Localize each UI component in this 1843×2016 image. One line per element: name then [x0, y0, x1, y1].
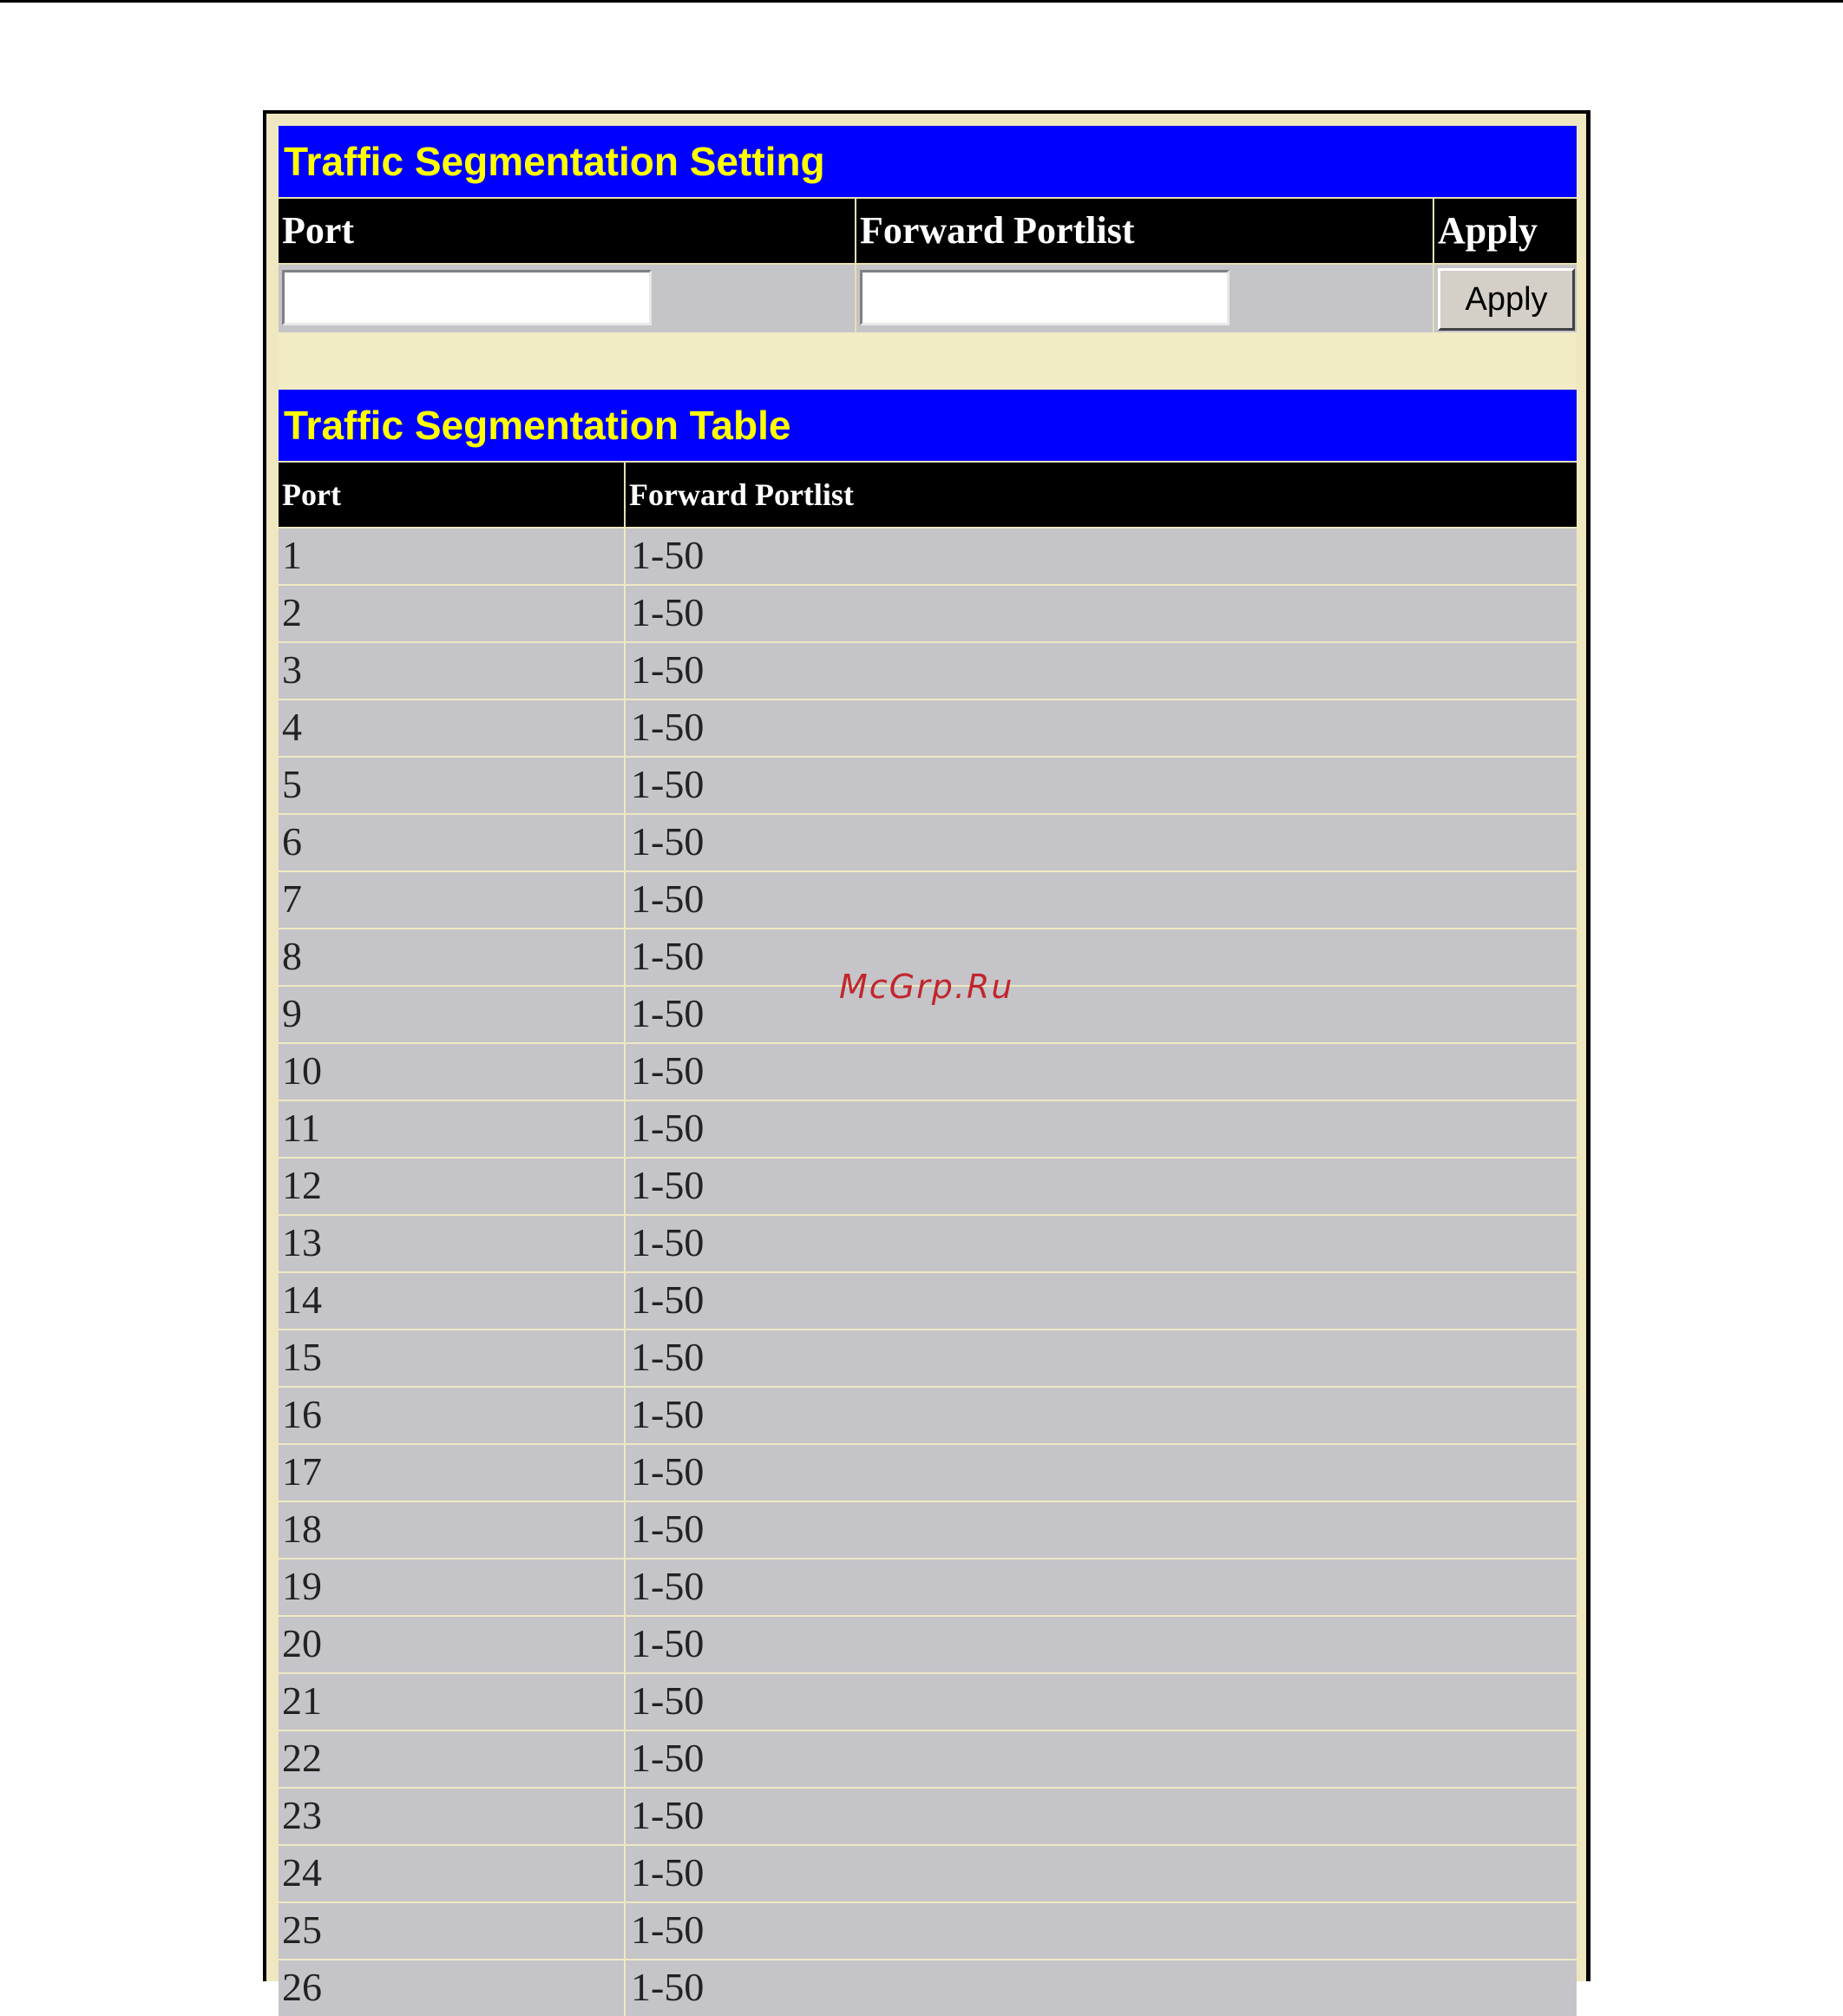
table-row: [279, 1271, 1577, 1329]
forward-portlist-cell: 1-50: [631, 1793, 705, 1837]
port-cell: 2: [279, 586, 626, 641]
page-top-rule: [0, 0, 1843, 3]
table-row: [279, 1901, 1577, 1959]
port-cell: 25: [279, 1903, 626, 1959]
port-cell: 24: [279, 1846, 626, 1901]
port-cell: 21: [279, 1674, 626, 1730]
table-row: [279, 1558, 1577, 1615]
apply-button[interactable]: Apply: [1438, 268, 1575, 331]
forward-portlist-input[interactable]: [860, 270, 1230, 325]
port-cell: 12: [279, 1159, 626, 1214]
table-row: [279, 584, 1577, 641]
port-cell: 17: [279, 1445, 626, 1501]
forward-portlist-cell: 1-50: [631, 1163, 705, 1207]
setting-header-port: Port: [279, 199, 856, 263]
forward-portlist-cell: 1-50: [631, 1335, 705, 1379]
port-cell: 3: [279, 643, 626, 699]
table-row: [279, 1386, 1577, 1443]
table-row: [279, 1787, 1577, 1844]
watermark: McGrp.Ru: [839, 968, 1014, 1006]
port-cell: 7: [279, 872, 626, 928]
forward-portlist-cell: 1-50: [631, 590, 705, 634]
table-row: [279, 1157, 1577, 1214]
apply-button-cell: [1434, 265, 1577, 332]
table-row: [279, 1214, 1577, 1271]
table-row: [279, 1672, 1577, 1730]
table-title: Traffic Segmentation Table: [279, 390, 1577, 461]
port-cell: 19: [279, 1560, 626, 1615]
forward-portlist-cell: 1-50: [631, 1048, 705, 1093]
forward-portlist-cell: 1-50: [631, 1678, 705, 1723]
setting-input-row: [279, 263, 1577, 332]
forward-portlist-cell: 1-50: [631, 1965, 705, 2009]
segmentation-table-body: [279, 527, 1577, 2016]
table-row: [279, 1615, 1577, 1672]
table-row: [279, 527, 1577, 584]
port-cell: 18: [279, 1502, 626, 1558]
forward-portlist-cell: 1-50: [631, 1908, 705, 1952]
table-row: [279, 870, 1577, 928]
forward-portlist-cell: 1-50: [631, 877, 705, 921]
forward-portlist-cell: 1-50: [631, 934, 705, 978]
forward-portlist-cell: 1-50: [631, 1507, 705, 1551]
port-cell: 20: [279, 1617, 626, 1672]
port-cell: 10: [279, 1044, 626, 1100]
port-cell: 9: [279, 987, 626, 1042]
traffic-segmentation-panel: [263, 110, 1590, 2009]
port-cell: 26: [279, 1960, 626, 2016]
table-row: [279, 1501, 1577, 1558]
panel-content: [279, 126, 1577, 2016]
port-cell: 6: [279, 815, 626, 870]
table-row: [279, 756, 1577, 813]
port-cell: 8: [279, 929, 626, 985]
forward-portlist-input-cell: [856, 265, 1434, 332]
table-row: [279, 641, 1577, 699]
port-cell: 11: [279, 1101, 626, 1157]
table-header-row: [279, 461, 1577, 527]
table-row: [279, 1730, 1577, 1787]
port-input[interactable]: [282, 270, 652, 325]
port-cell: 5: [279, 758, 626, 813]
forward-portlist-cell: 1-50: [631, 991, 705, 1035]
forward-portlist-cell: 1-50: [631, 1564, 705, 1608]
forward-portlist-cell: 1-50: [631, 1220, 705, 1264]
forward-portlist-cell: 1-50: [631, 1277, 705, 1322]
forward-portlist-cell: 1-50: [631, 1621, 705, 1665]
table-header-port: Port: [279, 463, 626, 527]
section-spacer: [279, 332, 1577, 390]
table-row: [279, 1042, 1577, 1100]
setting-title: Traffic Segmentation Setting: [279, 126, 1577, 197]
table-row: [279, 1443, 1577, 1501]
forward-portlist-cell: 1-50: [631, 647, 705, 692]
forward-portlist-cell: 1-50: [631, 819, 705, 864]
port-cell: 1: [279, 529, 626, 584]
port-cell: 15: [279, 1330, 626, 1386]
port-cell: 13: [279, 1216, 626, 1271]
port-cell: 22: [279, 1731, 626, 1787]
forward-portlist-cell: 1-50: [631, 1736, 705, 1780]
table-header-forward-portlist: Forward Portlist: [629, 477, 854, 512]
forward-portlist-cell: 1-50: [631, 1106, 705, 1150]
forward-portlist-cell: 1-50: [631, 533, 705, 577]
table-row: [279, 813, 1577, 870]
forward-portlist-cell: 1-50: [631, 1392, 705, 1436]
forward-portlist-cell: 1-50: [631, 1850, 705, 1895]
table-row: [279, 699, 1577, 756]
port-cell: 23: [279, 1789, 626, 1844]
setting-header-row: [279, 197, 1577, 263]
port-input-cell: [279, 265, 856, 332]
table-row: [279, 1959, 1577, 2016]
port-cell: 16: [279, 1388, 626, 1443]
port-cell: 4: [279, 700, 626, 756]
setting-header-apply: Apply: [1438, 209, 1538, 252]
table-row: [279, 1844, 1577, 1901]
setting-header-forward-portlist: Forward Portlist: [856, 199, 1434, 263]
table-row: [279, 1329, 1577, 1386]
forward-portlist-cell: 1-50: [631, 1449, 705, 1494]
table-row: [279, 1100, 1577, 1157]
forward-portlist-cell: 1-50: [631, 762, 705, 806]
port-cell: 14: [279, 1273, 626, 1329]
forward-portlist-cell: 1-50: [631, 705, 705, 749]
